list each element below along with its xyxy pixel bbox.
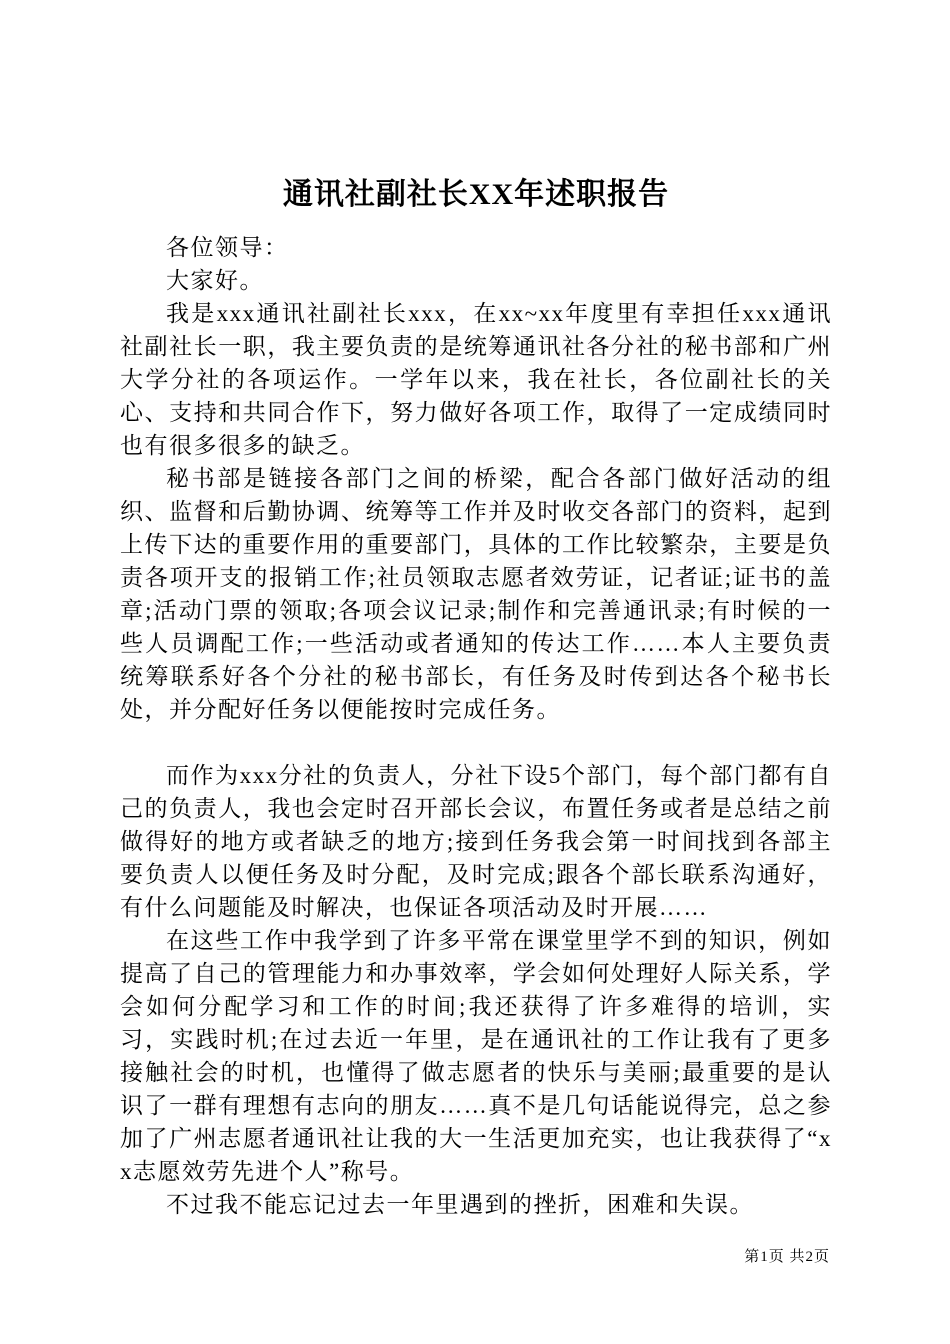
page-number-label: 第1页 共2页 — [744, 1249, 830, 1265]
page-footer — [744, 1245, 830, 1266]
document-content — [120, 175, 832, 1221]
paragraph-branch-responsibility: 而作为xxx分社的负责人，分社下设5个部门，每个部门都有自己的负责人，我也会定时召开部长会议，布置任务或者是总结之前做得好的地方或者缺乏的地方;接到任务我会第一时间找到各部主要负责人以便任务及时分配，及时完成;跟各个部长联系沟通好，有什么问题能及时解决，也保证各项活动及时开展…… — [120, 763, 832, 920]
paragraph-secretary-duties: 秘书部是链接各部门之间的桥梁，配合各部门做好活动的组织、监督和后勤协调、统筹等工作并及时收交各部门的资料，起到上传下达的重要作用的重要部门，具体的工作比较繁杂，主要是负责各项开支的报销工作;社员领取志愿者效劳证，记者证;证书的盖章;活动门票的领取;各项会议记录;制作和完善通讯录;有时候的一些人员调配工作;一些活动或者通知的传达工作……本人主要负责统筹联系好各个分社的秘书部长，有任务及时传到达各个秘书长处，并分配好任务以便能按时完成任务。 — [120, 466, 832, 722]
paragraph-salutation: 各位领导： — [166, 235, 289, 260]
document-title: 通讯社副社长XX年述职报告 — [282, 178, 670, 211]
paragraph-intro: 我是xxx通讯社副社长xxx，在xx~xx年度里有幸担任xxx通讯社副社长一职，我主要负责的是统筹通讯社各分社的秘书部和广州大学分社的各项运作。一学年以来，我在社长，各位副社长的关心、支持和共同合作下，努力做好各项工作，取得了一定成绩同时也有很多很多的缺乏。 — [120, 301, 832, 458]
paragraph-greeting: 大家好。 — [166, 268, 264, 293]
paragraph-setbacks: 不过我不能忘记过去一年里遇到的挫折，困难和失误。 — [166, 1192, 754, 1217]
paragraph-learnings: 在这些工作中我学到了许多平常在课堂里学不到的知识，例如提高了自己的管理能力和办事效率，学会如何处理好人际关系，学会如何分配学习和工作的时间;我还获得了许多难得的培训，实习，实践时机;在过去近一年里，是在通讯社的工作让我有了更多接触社会的时机，也懂得了做志愿者的快乐与美丽;最重要的是认识了一群有理想有志向的朋友……真不是几句话能说得完，总之参加了广州志愿者通讯社让我的大一生活更加充实，也让我获得了“xx志愿效劳先进个人”称号。 — [120, 928, 832, 1184]
